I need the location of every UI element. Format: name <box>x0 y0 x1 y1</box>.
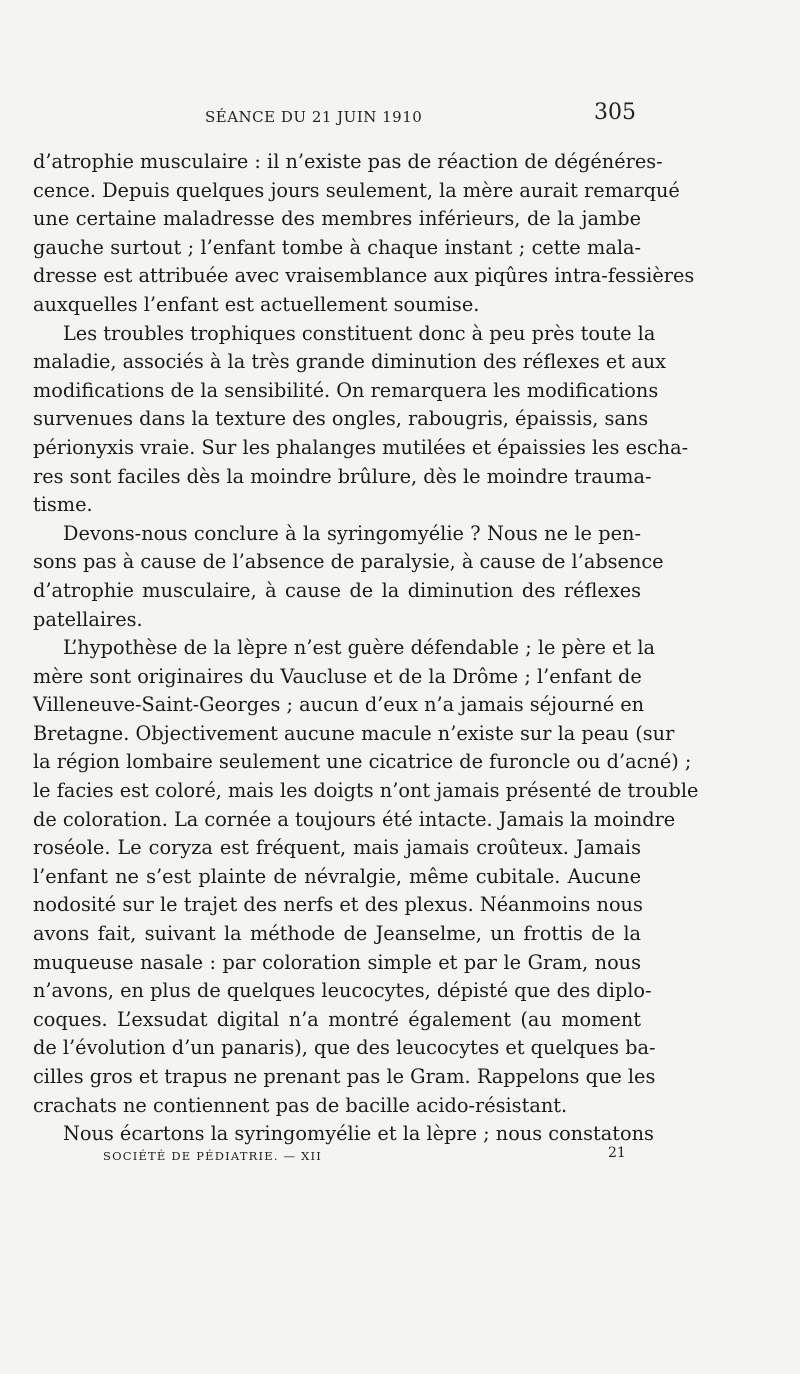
text-line: roséole. Le coryza est fréquent, mais jamais croûteux. Jamais <box>33 836 641 860</box>
sheet-number: 21 <box>608 1145 626 1161</box>
text-line: n’avons, en plus de quelques leucocytes, dépisté que des diplo- <box>33 979 652 1003</box>
text-line: sons pas à cause de l’absence de paralysie, à cause de l’absence <box>33 550 664 574</box>
text-line: cilles gros et trapus ne prenant pas le Gram. Rappelons que les <box>33 1065 656 1088</box>
text-line: nodosité sur le trajet des nerfs et des plexus. Néanmoins nous <box>33 893 643 917</box>
text-line: la région lombaire seulement une cicatrice de furoncle ou d’acné) ; <box>33 750 692 774</box>
paragraph-start-line: Les troubles trophiques constituent donc à peu près toute la <box>63 321 656 345</box>
text-line: modifications de la sensibilité. On remarquera les modifications <box>33 378 659 402</box>
text-line: coques. L’exsudat digital n’a montré également (au moment <box>33 1007 641 1031</box>
text-line: patellaires. <box>33 607 143 631</box>
text-line: d’atrophie musculaire, à cause de la diminution des réflexes <box>33 578 641 602</box>
paragraph-start-line: Devons-nous conclure à la syringomyélie ? Nous ne le pen- <box>63 521 641 545</box>
text-line: tisme. <box>33 493 93 517</box>
text-line: d’atrophie musculaire : il n’existe pas de réaction de dégénéres- <box>33 150 663 173</box>
text-line: le facies est coloré, mais les doigts n’ont jamais présenté de trouble <box>33 779 699 803</box>
text-line: Villeneuve-Saint-Georges ; aucun d’eux n’a jamais séjourné en <box>33 693 645 717</box>
text-line: mère sont originaires du Vaucluse et de la Drôme ; l’enfant de <box>33 664 642 688</box>
text-line: périonyxis vraie. Sur les phalanges mutilées et épaissies les escha- <box>33 435 689 459</box>
text-line: maladie, associés à la très grande diminution des réflexes et aux <box>33 350 667 374</box>
text-line: muqueuse nasale : par coloration simple et par le Gram, nous <box>33 950 641 974</box>
text-line: res sont faciles dès la moindre brûlure, dès le moindre trauma- <box>33 464 652 488</box>
running-title: SÉANCE DU 21 JUIN 1910 <box>205 108 423 126</box>
paragraph-start-line: L’hypothèse de la lèpre n’est guère défendable ; le père et la <box>63 636 655 660</box>
text-line: avons fait, suivant la méthode de Jeanselme, un frottis de la <box>33 922 641 946</box>
text-line: cence. Depuis quelques jours seulement, la mère aurait remarqué <box>33 178 680 202</box>
text-line: survenues dans la texture des ongles, rabougris, épaissis, sans <box>33 407 649 431</box>
text-line: une certaine maladresse des membres inférieurs, de la jambe <box>33 207 641 231</box>
text-line: l’enfant ne s’est plainte de névralgie, même cubitale. Aucune <box>33 864 641 888</box>
page-number: 305 <box>594 100 636 125</box>
paragraph-start-line: Nous écartons la syringomyélie et la lèpre ; nous constatons <box>63 1122 654 1146</box>
body-text <box>33 148 699 1149</box>
text-line: de l’évolution d’un panaris), que des leucocytes et quelques ba- <box>33 1036 656 1060</box>
text-line: Bretagne. Objectivement aucune macule n’existe sur la peau (sur <box>33 721 675 745</box>
text-line: de coloration. La cornée a toujours été intacte. Jamais la moindre <box>33 807 676 831</box>
text-line: crachats ne contiennent pas de bacille acido-résistant. <box>33 1093 568 1117</box>
text-line: auxquelles l’enfant est actuellement soumise. <box>33 292 480 316</box>
text-line: gauche surtout ; l’enfant tombe à chaque instant ; cette mala- <box>33 235 641 259</box>
signature-mark: SOCIÉTÉ DE PÉDIATRIE. — XII <box>103 1149 323 1163</box>
text-line: dresse est attribuée avec vraisemblance aux piqûres intra-fessières <box>33 264 695 288</box>
